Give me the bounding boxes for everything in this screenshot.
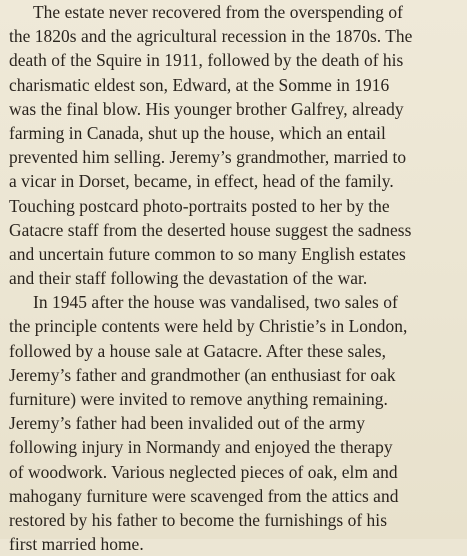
paragraph-1-line-2: the 1820s and the agricultural recession in the 1870s. The [9, 26, 413, 47]
body-text [9, 0, 461, 556]
paragraph-2-line-10: restored by his father to become the furnishings of his [9, 509, 388, 530]
paragraph-1-line-7: prevented him selling. Jeremy’s grandmother, married to [9, 147, 407, 168]
paragraph-2-line-4: Jeremy’s father and grandmother (an enthusiast for oak [9, 364, 396, 385]
paragraph-2-line-7: following injury in Normandy and enjoyed the therapy [9, 437, 393, 458]
paragraph-1-line-1: The estate never recovered from the overspending of [33, 2, 404, 22]
paragraph-2-line-5: furniture) were invited to remove anything remaining. [9, 389, 388, 409]
paragraph-2-line-8: of woodwork. Various neglected pieces of oak, elm and [9, 461, 398, 482]
paragraph-2-line-2: the principle contents were held by Christie’s in London, [9, 316, 408, 337]
paragraph-2-line-1: In 1945 after the house was vandalised, two sales of [33, 292, 398, 313]
paragraph-1-line-9: Touching postcard photo-portraits posted to her by the [9, 195, 390, 216]
paragraph-1-line-11: and uncertain future common to so many English estates [9, 243, 406, 264]
paragraph-2-line-6: Jeremy’s father had been invalided out of the army [9, 413, 365, 434]
paragraph-1-line-3: death of the Squire in 1911, followed by the death of his [9, 50, 404, 71]
paragraph-1-line-4: charismatic eldest son, Edward, at the Somme in 1916 [9, 74, 390, 95]
paragraph-2-line-9: mahogany furniture were scavenged from the attics and [9, 485, 399, 506]
paragraph-2-line-11: first married home. [9, 534, 144, 555]
paragraph-1-line-12: and their staff following the devastation of the war. [9, 268, 368, 289]
paragraph-1-line-6: farming in Canada, shut up the house, which an entail [9, 122, 386, 143]
paragraph-2-line-3: followed by a house sale at Gatacre. After these sales, [9, 340, 386, 361]
paragraph-1-line-10: Gatacre staff from the deserted house suggest the sadness [9, 219, 412, 240]
paragraph-1-line-8: a vicar in Dorset, became, in effect, head of the family. [9, 171, 394, 192]
paragraph-1-line-5: was the final blow. His younger brother Galfrey, already [9, 98, 404, 119]
